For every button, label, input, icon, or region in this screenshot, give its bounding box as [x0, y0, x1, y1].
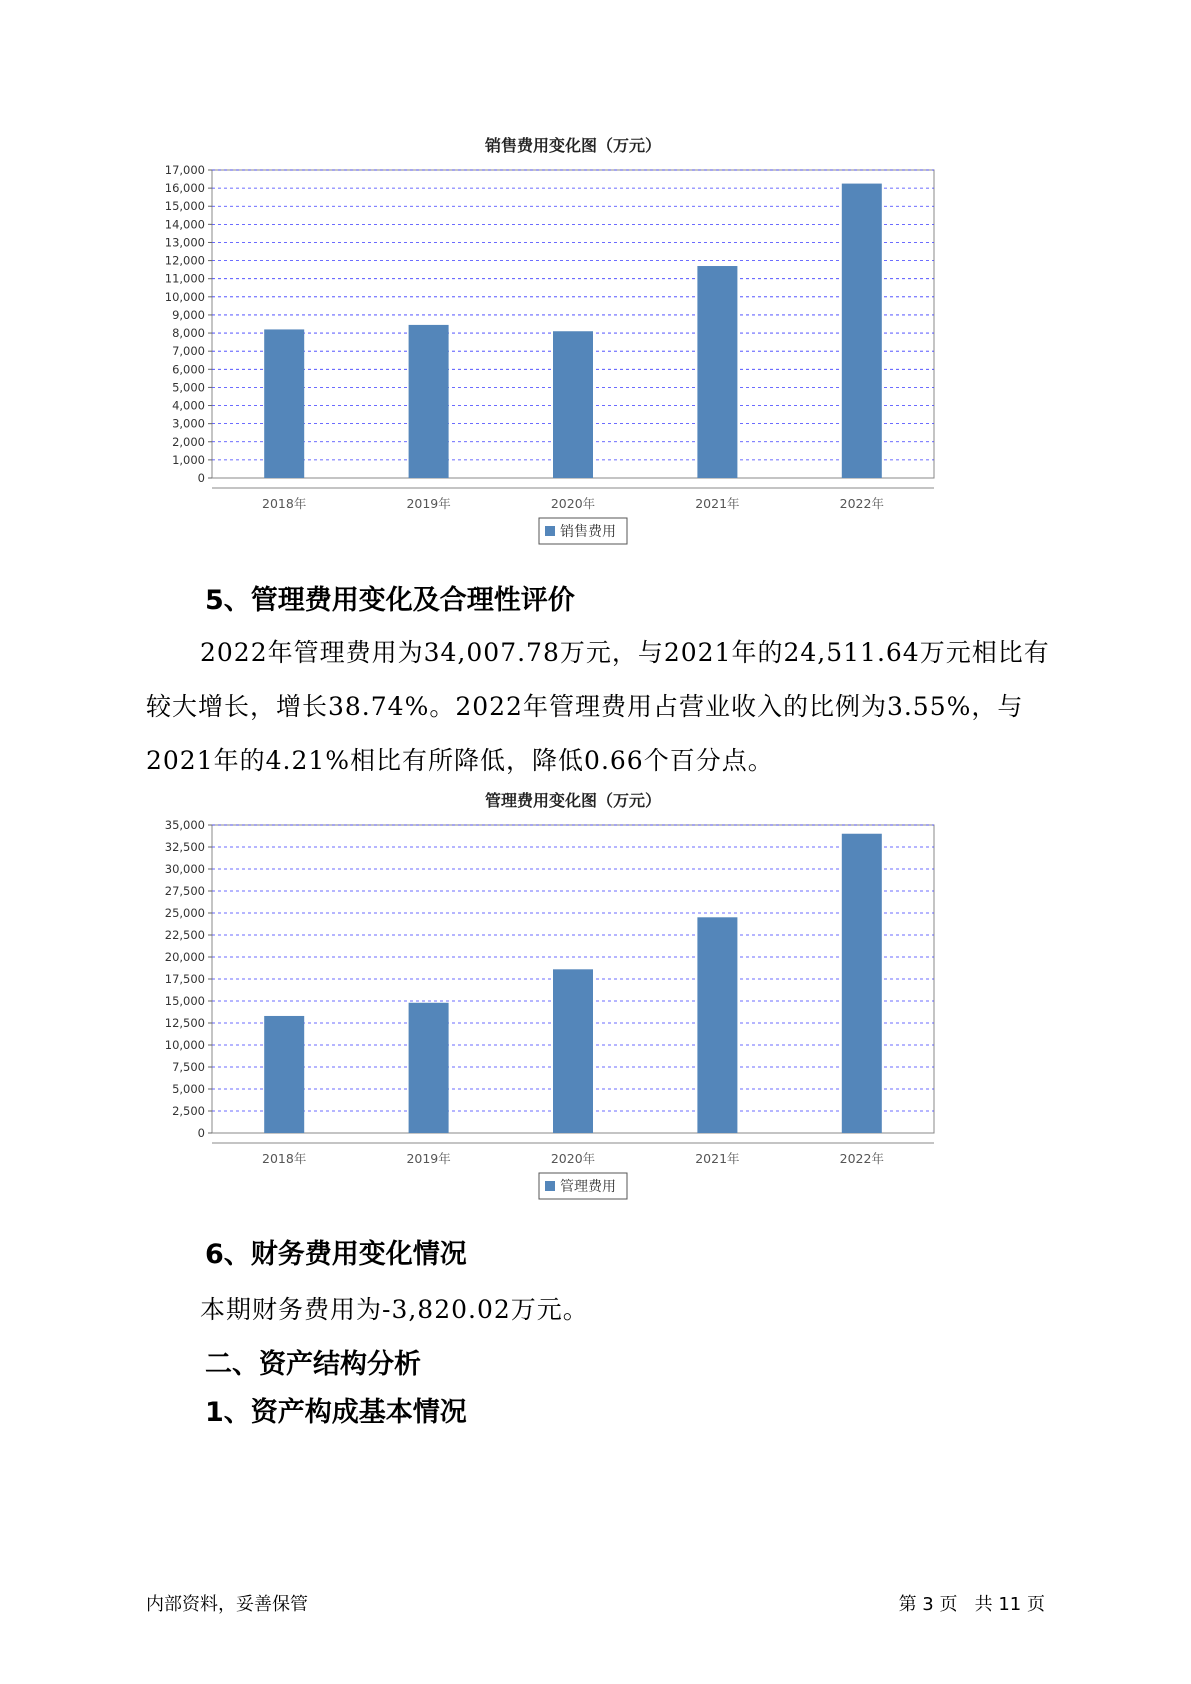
y-tick-label: 20,000 [164, 950, 205, 964]
y-tick-label: 27,500 [164, 884, 205, 898]
sales-expense-chart [160, 125, 1030, 555]
bar [842, 834, 882, 1133]
y-tick-label: 32,500 [164, 840, 205, 854]
x-tick-label: 2019年 [406, 1151, 451, 1166]
y-tick-label: 2,500 [172, 1104, 205, 1118]
y-tick-label: 0 [197, 1126, 205, 1140]
y-tick-label: 7,000 [172, 344, 205, 359]
y-tick-label: 15,000 [164, 199, 205, 214]
asset-structure-heading: 二、资产结构分析 [205, 1349, 421, 1380]
x-tick-label: 2020年 [550, 496, 596, 511]
y-tick-label: 8,000 [172, 326, 205, 341]
x-tick-label: 2022年 [839, 496, 884, 511]
y-tick-label: 1,000 [172, 452, 205, 467]
y-tick-label: 14,000 [164, 217, 205, 232]
bar [409, 325, 449, 478]
legend-swatch [545, 1181, 555, 1191]
y-tick-label: 11,000 [164, 271, 205, 286]
x-tick-label: 2020年 [550, 1151, 596, 1166]
admin-expense-paragraph [146, 626, 1051, 788]
asset-composition-heading: 1、资产构成基本情况 [205, 1397, 467, 1428]
y-tick-label: 25,000 [164, 906, 205, 920]
bar [264, 329, 304, 478]
y-tick-label: 15,000 [164, 994, 205, 1008]
chart-title: 销售费用变化图（万元） [484, 136, 662, 155]
y-tick-label: 5,000 [172, 1082, 205, 1096]
bar [553, 331, 593, 478]
y-tick-label: 5,000 [172, 380, 205, 395]
y-tick-label: 13,000 [164, 235, 205, 250]
y-tick-label: 9,000 [172, 307, 205, 322]
x-tick-label: 2018年 [262, 1151, 307, 1166]
legend-swatch [545, 526, 555, 536]
bar [842, 184, 882, 478]
bar [409, 1003, 449, 1133]
x-tick-label: 2021年 [695, 1151, 740, 1166]
legend-label: 销售费用 [560, 524, 616, 540]
x-tick-label: 2019年 [406, 496, 451, 511]
y-tick-label: 10,000 [164, 1038, 205, 1052]
footer-page-number: 第 3 页 共 11 页 [898, 1594, 1045, 1615]
admin-expense-heading: 5、管理费用变化及合理性评价 [205, 585, 575, 616]
y-tick-label: 12,500 [164, 1016, 205, 1030]
chart-title: 管理费用变化图（万元） [484, 791, 662, 810]
admin-expense-chart [160, 780, 1030, 1210]
y-tick-label: 2,000 [172, 434, 205, 449]
x-tick-label: 2018年 [262, 496, 307, 511]
admin-expense-text: 2022年管理费用为34,007.78万元，与2021年的24,511.64万元相比有较大增长，增长38.74%。2022年管理费用占营业收入的比例为3.55%，与2021年的4.21%相比有所降低，降低0.66个百分点。 [146, 638, 1050, 775]
y-tick-label: 0 [197, 471, 205, 485]
y-tick-label: 17,000 [164, 163, 205, 177]
x-tick-label: 2021年 [695, 496, 740, 511]
y-tick-label: 7,500 [172, 1060, 205, 1074]
x-tick-label: 2022年 [839, 1151, 884, 1166]
y-tick-label: 3,000 [172, 416, 205, 431]
y-tick-label: 30,000 [164, 862, 205, 876]
legend-label: 管理费用 [560, 1179, 616, 1195]
footer-confidential: 内部资料，妥善保管 [146, 1594, 308, 1615]
bar [264, 1016, 304, 1133]
finance-expense-paragraph: 本期财务费用为-3,820.02万元。 [200, 1295, 589, 1324]
bar [553, 969, 593, 1133]
bar [697, 266, 737, 478]
y-tick-label: 12,000 [164, 253, 205, 268]
finance-expense-heading: 6、财务费用变化情况 [205, 1239, 467, 1270]
y-tick-label: 6,000 [172, 362, 205, 377]
y-tick-label: 16,000 [164, 181, 205, 196]
y-tick-label: 10,000 [164, 289, 205, 304]
y-tick-label: 22,500 [164, 928, 205, 942]
y-tick-label: 4,000 [172, 398, 205, 413]
admin-expense-chart-svg [160, 780, 1030, 1210]
y-tick-label: 17,500 [164, 972, 205, 986]
sales-expense-chart-svg [160, 125, 1030, 555]
y-tick-label: 35,000 [164, 818, 205, 832]
bar [697, 917, 737, 1133]
